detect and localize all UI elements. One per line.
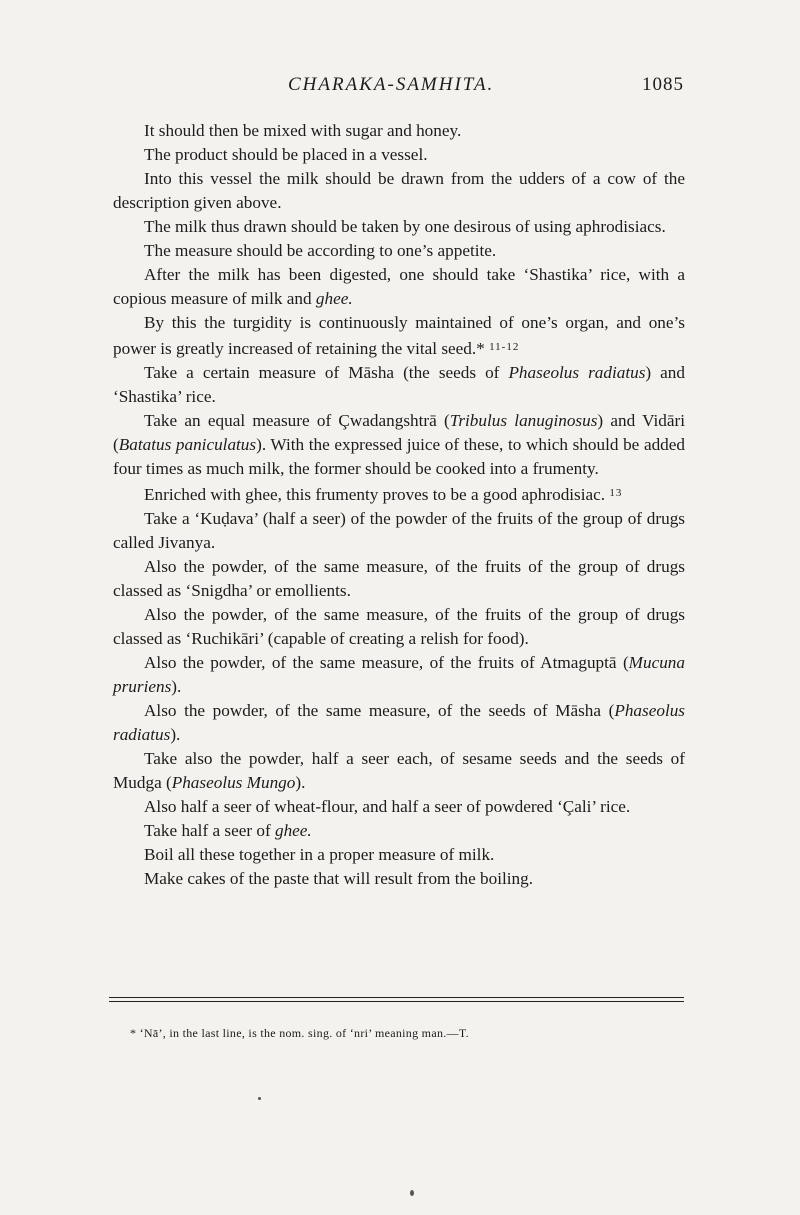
text-run: ) and Vidāri ( bbox=[113, 411, 685, 454]
page-number: 1085 bbox=[642, 74, 684, 95]
paragraph bbox=[113, 481, 685, 507]
italic-text: Batatus paniculatus bbox=[118, 435, 257, 454]
text-run: Into this vessel the milk should be drawn from the udders of a cow of the description given above. bbox=[113, 169, 685, 212]
paragraph bbox=[113, 555, 685, 603]
footnote: * ‘Nā’, in the last line, is the nom. sing. of ‘nri’ meaning man.—T. bbox=[130, 1026, 469, 1040]
text-run: Take also the powder, half a seer each, of sesame seeds and the seeds of Mudga ( bbox=[113, 749, 685, 792]
paragraph bbox=[113, 867, 685, 891]
text-run: ) and ‘Shastika’ rice. bbox=[113, 363, 685, 406]
italic-text: Tribulus lanuginosus bbox=[449, 411, 598, 430]
separator-line-top bbox=[109, 997, 684, 998]
text-run: It should then be mixed with sugar and honey. bbox=[144, 121, 462, 140]
verse-reference: 13 bbox=[609, 487, 623, 499]
paragraph bbox=[113, 819, 685, 843]
text-run: After the milk has been digested, one should take ‘Shastika’ rice, with a copious measure of milk and bbox=[113, 265, 685, 308]
text-run: Enriched with ghee, this frumenty proves to be a good aphrodisiac. bbox=[144, 485, 610, 504]
text-run: Take an equal measure of Çwadangshtrā ( bbox=[144, 411, 450, 430]
text-run: Also the powder, of the same measure, of the fruits of the group of drugs classed as ‘Snigdha’ or emollients. bbox=[113, 557, 685, 600]
print-speck bbox=[410, 1190, 414, 1196]
italic-text: Phaseolus radiatus bbox=[508, 363, 646, 382]
paragraph bbox=[113, 239, 685, 263]
text-run: Take a ‘Kuḍava’ (half a seer) of the powder of the fruits of the group of drugs called Jivanya. bbox=[113, 509, 685, 552]
paragraph bbox=[113, 263, 685, 311]
text-run: The milk thus drawn should be taken by one desirous of using aphrodisiacs. bbox=[144, 217, 666, 236]
body-text bbox=[113, 119, 685, 891]
paragraph bbox=[113, 843, 685, 867]
paragraph bbox=[113, 747, 685, 795]
text-run: ). With the expressed juice of these, to which should be added four times as much milk, the former should be cooked into a frumenty. bbox=[113, 435, 685, 478]
paragraph bbox=[113, 507, 685, 555]
text-run: Boil all these together in a proper measure of milk. bbox=[144, 845, 495, 864]
separator-line-bottom bbox=[109, 1001, 684, 1002]
paragraph bbox=[113, 167, 685, 215]
text-run: Also the powder, of the same measure, of the seeds of Māsha ( bbox=[144, 701, 615, 720]
paragraph bbox=[113, 119, 685, 143]
text-run: The product should be placed in a vessel. bbox=[144, 145, 428, 164]
paragraph bbox=[113, 361, 685, 409]
italic-text: Phaseolus radiatus bbox=[113, 701, 685, 744]
text-run: By this the turgidity is continuously maintained of one’s organ, and one’s power is greatly increased of retaining the vital seed.* bbox=[113, 313, 685, 358]
paragraph bbox=[113, 311, 685, 361]
italic-text: ghee. bbox=[315, 289, 353, 308]
page-title: CHARAKA-SAMHITA. bbox=[288, 74, 495, 95]
running-header bbox=[288, 74, 684, 102]
paragraph bbox=[113, 143, 685, 167]
paragraph bbox=[113, 699, 685, 747]
text-run: Also half a seer of wheat-flour, and half a seer of powdered ‘Çali’ rice. bbox=[144, 797, 631, 816]
paragraph bbox=[113, 795, 685, 819]
italic-text: ghee. bbox=[274, 821, 312, 840]
footnote-separator bbox=[109, 997, 684, 1005]
paragraph bbox=[113, 409, 685, 481]
paragraph bbox=[113, 215, 685, 239]
text-run: Take half a seer of bbox=[144, 821, 275, 840]
paragraph bbox=[113, 603, 685, 651]
verse-reference: 11-12 bbox=[489, 341, 520, 353]
print-speck bbox=[258, 1097, 261, 1100]
text-run: Make cakes of the paste that will result from the boiling. bbox=[144, 869, 534, 888]
text-run: Also the powder, of the same measure, of the fruits of Atmaguptā ( bbox=[144, 653, 629, 672]
text-run: ). bbox=[295, 773, 306, 792]
italic-text: Mucuna pruriens bbox=[113, 653, 685, 696]
text-run: Take a certain measure of Māsha (the seeds of bbox=[144, 363, 509, 382]
paragraph bbox=[113, 651, 685, 699]
text-run: ). bbox=[170, 725, 181, 744]
text-run: The measure should be according to one’s appetite. bbox=[144, 241, 497, 260]
text-run: Also the powder, of the same measure, of the fruits of the group of drugs classed as ‘Ruchikāri’ (capable of creating a relish for food). bbox=[113, 605, 685, 648]
text-run: ). bbox=[171, 677, 182, 696]
italic-text: Phaseolus Mungo bbox=[171, 773, 296, 792]
